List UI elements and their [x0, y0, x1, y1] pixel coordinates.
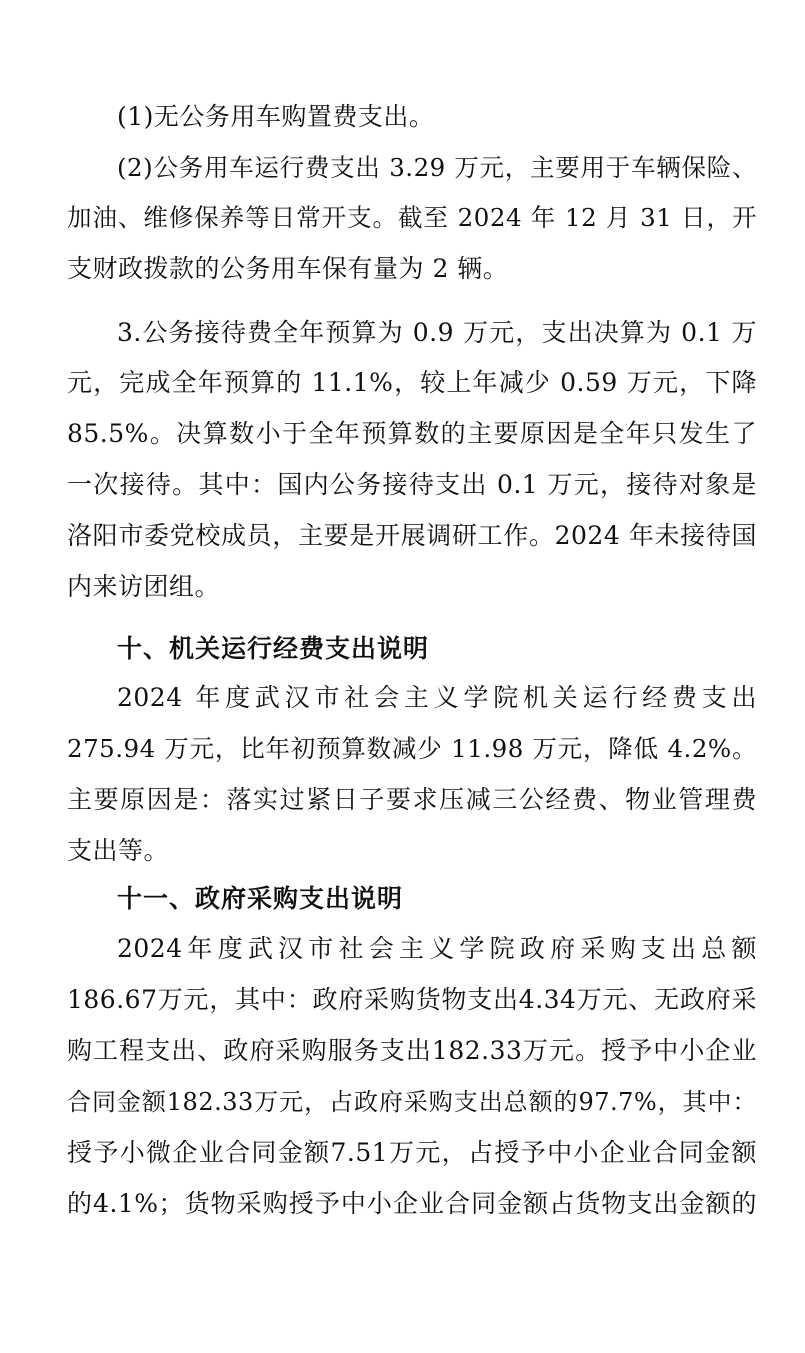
para-operating-cost-line-1: 2024 年度武汉市社会主义学院机关运行经费支出: [117, 683, 757, 712]
para-procurement-line-3: 购工程支出、政府采购服务支出182.33万元。授予中小企业: [67, 1036, 757, 1065]
para-vehicle-purchase: (1)无公务用车购置费支出。: [117, 102, 435, 131]
para-procurement-line-5: 授予小微企业合同金额7.51万元，占授予中小企业合同金额: [67, 1138, 757, 1167]
section-heading-11: 十一、政府采购支出说明: [117, 884, 404, 913]
section-heading-10: 十、机关运行经费支出说明: [117, 634, 430, 663]
para-reception-line-2: 元，完成全年预算的 11.1%，较上年减少 0.59 万元，下降: [67, 368, 757, 397]
para-vehicle-operation-line-1: (2)公务用车运行费支出 3.29 万元，主要用于车辆保险、: [117, 153, 757, 182]
para-reception-line-5: 洛阳市委党校成员，主要是开展调研工作。2024 年未接待国: [67, 521, 757, 550]
para-reception-line-3: 85.5%。决算数小于全年预算数的主要原因是全年只发生了: [67, 419, 757, 448]
para-procurement-line-6: 的4.1%；货物采购授予中小企业合同金额占货物支出金额的: [67, 1189, 757, 1218]
para-operating-cost-line-3: 主要原因是：落实过紧日子要求压减三公经费、物业管理费: [67, 785, 757, 814]
para-vehicle-operation-line-2: 加油、维修保养等日常开支。截至 2024 年 12 月 31 日，开: [67, 203, 757, 232]
para-vehicle-operation-line-3: 支财政拨款的公务用车保有量为 2 辆。: [67, 254, 509, 283]
para-procurement-line-1: 2024年度武汉市社会主义学院政府采购支出总额: [117, 934, 757, 963]
para-reception-line-4: 一次接待。其中：国内公务接待支出 0.1 万元，接待对象是: [67, 470, 757, 499]
para-reception-line-1: 3.公务接待费全年预算为 0.9 万元，支出决算为 0.1 万: [117, 318, 757, 347]
para-procurement-line-2: 186.67万元，其中：政府采购货物支出4.34万元、无政府采: [67, 985, 757, 1014]
para-procurement-line-4: 合同金额182.33万元，占政府采购支出总额的97.7%，其中：: [67, 1088, 757, 1116]
para-operating-cost-line-4: 支出等。: [67, 836, 170, 865]
para-operating-cost-line-2: 275.94 万元，比年初预算数减少 11.98 万元，降低 4.2%。: [67, 734, 757, 763]
para-reception-line-6: 内来访团组。: [67, 572, 221, 601]
